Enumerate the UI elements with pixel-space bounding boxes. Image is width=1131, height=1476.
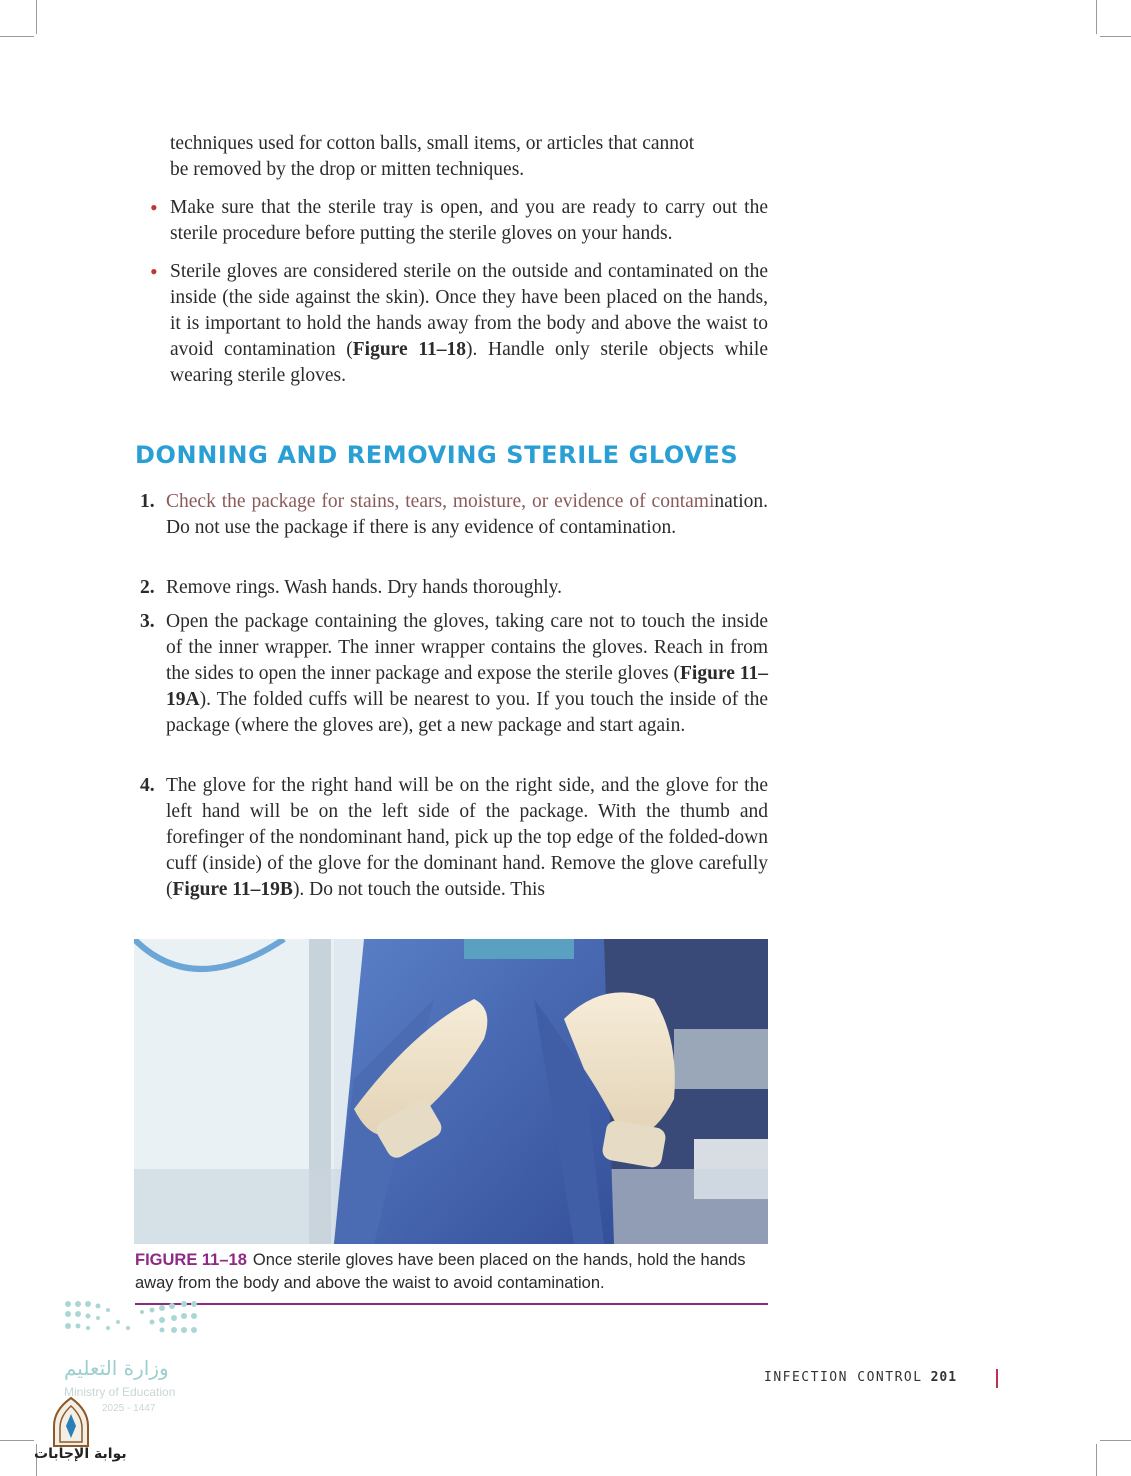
section-heading: DONNING AND REMOVING STERILE GLOVES <box>135 441 739 469</box>
crop-mark-bottom-right-v <box>1096 1444 1097 1476</box>
bullet-item-sterile-tray <box>150 195 768 247</box>
portal-mosque-logo-icon <box>48 1396 94 1448</box>
crop-mark-top-left-v <box>36 0 37 34</box>
step-number: 4. <box>140 775 155 796</box>
footer-accent-bar <box>996 1369 998 1388</box>
caption-divider <box>135 1303 768 1305</box>
ministry-name-arabic: وزارة التعليم <box>64 1356 169 1380</box>
bullet-dot-icon: • <box>150 259 158 284</box>
step-number: 1. <box>140 491 155 512</box>
page-number: 201 <box>930 1370 958 1385</box>
bullet-text: Sterile gloves are considered sterile on the outside and contaminated on the inside (the side against the skin). Once they have been placed on the hands, it is important to hold the hands away from the body and above the waist to avoid contamination (Figure 11–18). Handle only sterile objects while wearing sterile gloves. <box>170 261 768 386</box>
figure-ref[interactable]: Figure 11–19B <box>172 879 293 900</box>
step-number: 3. <box>140 611 155 632</box>
step-3 <box>140 609 768 739</box>
intro-paragraph <box>170 131 768 183</box>
figure-ref[interactable]: Figure 11–19A <box>166 663 768 710</box>
bullet-dot-icon: • <box>150 195 158 220</box>
step-text: Check the package for stains, tears, moisture, or evidence of contamination. Do not use the package if there is any evidence of contamination. <box>166 491 768 538</box>
figure-label: FIGURE 11–18 <box>135 1251 247 1269</box>
step-text: Remove rings. Wash hands. Dry hands thoroughly. <box>166 577 562 598</box>
figure-caption <box>135 1249 755 1295</box>
step-4 <box>140 773 768 903</box>
crop-mark-top-left-h <box>0 36 34 37</box>
ministry-name-english: Ministry of Education <box>64 1385 176 1399</box>
step-1 <box>140 489 768 541</box>
bullet-text: Make sure that the sterile tray is open, and you are ready to carry out the sterile procedure before putting the sterile gloves on your hands. <box>170 197 768 244</box>
crop-mark-bottom-right-h <box>1100 1440 1131 1441</box>
intro-line-1: techniques used for cotton balls, small items, or articles that cannot <box>170 133 695 154</box>
ministry-year: 2025 - 1447 <box>102 1403 156 1414</box>
crop-mark-top-right-v <box>1096 0 1097 34</box>
step-text: Open the package containing the gloves, taking care not to touch the inside of the inner wrapper. The inner wrapper contains the gloves. Reach in from the sides to open the inner package and expose the sterile gloves (Figure 11–19A). The folded cuffs will be nearest to you. If you touch the inside of the package (where the gloves are), get a new package and start again. <box>166 611 768 736</box>
step-number: 2. <box>140 577 155 598</box>
figure-ref[interactable]: Figure 11–18 <box>352 339 466 360</box>
surgeon-gloves-illustration <box>134 939 768 1244</box>
crop-mark-bottom-left-h <box>0 1440 34 1441</box>
figure-photo <box>134 939 768 1244</box>
step-2 <box>140 575 768 601</box>
portal-name-arabic: بوابة الإجابات <box>34 1446 127 1462</box>
step-text: The glove for the right hand will be on the right side, and the glove for the left hand will be on the left side of the package. With the thumb and forefinger of the nondominant hand, pick up the top edge of the folded-down cuff (inside) of the glove for the dominant hand. Remove the glove carefully (Figure 11–19B). Do not touch the outside. This <box>166 775 768 900</box>
crop-mark-top-right-h <box>1100 36 1131 37</box>
page-footer <box>764 1370 957 1385</box>
bullet-item-sterile-gloves <box>150 259 768 389</box>
footer-section-title: INFECTION CONTROL <box>764 1370 923 1385</box>
caption-text: Once sterile gloves have been placed on the hands, hold the hands away from the body and above the waist to avoid contamination. <box>135 1251 746 1292</box>
intro-line-2: be removed by the drop or mitten techniques. <box>170 159 525 180</box>
